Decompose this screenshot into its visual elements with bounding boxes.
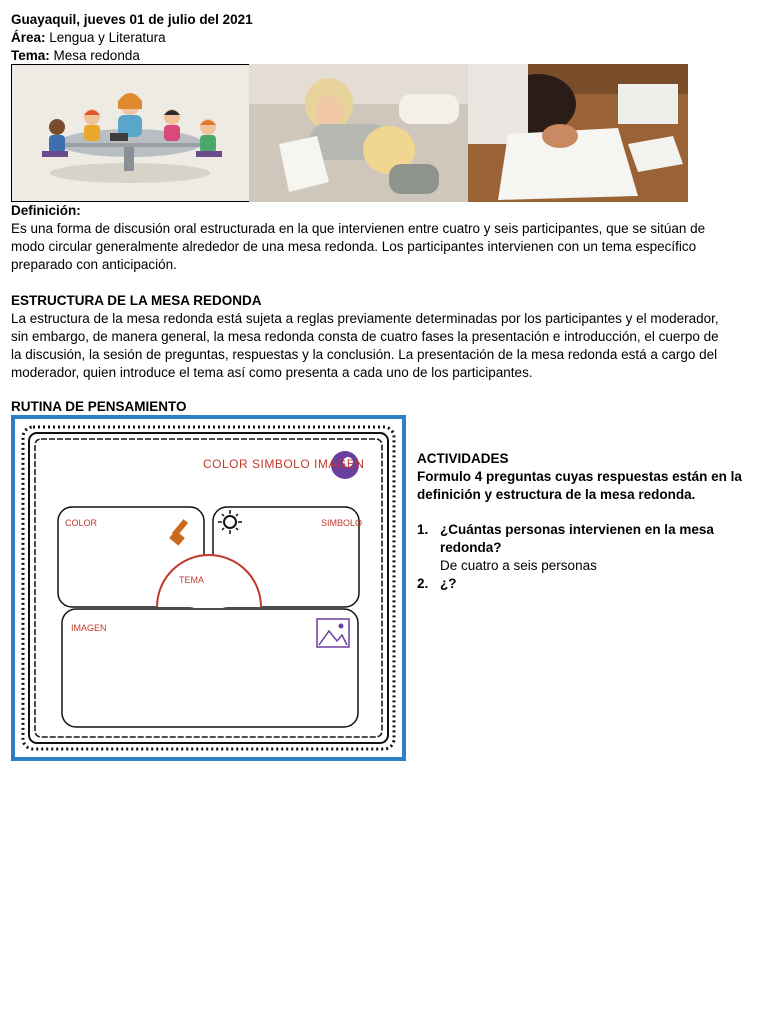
activities-instruction: Formulo 4 preguntas cuyas respuestas están en la: [417, 469, 742, 484]
structure-line: la discusión, la sesión de preguntas, respuestas y la conclusión. La presentación de la mesa redonda está a cargo del: [11, 347, 718, 362]
activities-heading: ACTIVIDADES: [417, 451, 509, 466]
activities-instruction: definición y estructura de la mesa redonda.: [417, 487, 696, 502]
kids-writing-photo: [249, 64, 468, 202]
date-line: Guayaquil, jueves 01 de julio del 2021: [11, 12, 253, 27]
structure-heading: ESTRUCTURA DE LA MESA REDONDA: [11, 293, 262, 308]
area-line: Área: Lengua y Literatura: [11, 30, 166, 45]
structure-line: moderador, quien introduce el tema así como presenta a cada uno de los participantes.: [11, 365, 533, 380]
definition-heading: Definición:: [11, 203, 81, 218]
routine-heading: RUTINA DE PENSAMIENTO: [11, 399, 187, 414]
box-simbolo-label: SIMBOLO: [321, 518, 363, 528]
round-table-illustration: [11, 64, 250, 202]
item-number: 1.: [417, 522, 429, 537]
structure-line: La estructura de la mesa redonda está sujeta a reglas previamente determinadas por los participantes y el moderador,: [11, 311, 719, 326]
box-tema-label: TEMA: [179, 575, 205, 585]
worksheet-title: COLOR SIMBOLO IMAGEN: [203, 457, 365, 471]
question-1: redonda?: [440, 540, 502, 555]
tema-line: Tema: Mesa redonda: [11, 48, 140, 63]
answer-1: De cuatro a seis personas: [440, 558, 597, 573]
question-1: ¿Cuántas personas intervienen en la mesa: [440, 522, 714, 537]
definition-line: preparado con anticipación.: [11, 257, 177, 272]
box-imagen-label: IMAGEN: [71, 623, 107, 633]
girl-drawing-photo: [468, 64, 688, 202]
box-color-label: COLOR: [65, 518, 98, 528]
question-2: ¿?: [440, 576, 457, 591]
definition-line: Es una forma de discusión oral estructurada en la que intervienen entre cuatro y seis participantes, que se sitúan de: [11, 221, 706, 236]
definition-line: modo circular generalmente alrededor de una mesa redonda. Los participantes intervienen con un tema específico: [11, 239, 697, 254]
thinking-routine-worksheet: [11, 415, 406, 761]
structure-line: sin embargo, de manera general, la mesa redonda consta de cuatro fases la presentación e introducción, el cuerpo de: [11, 329, 719, 344]
item-number: 2.: [417, 576, 429, 591]
